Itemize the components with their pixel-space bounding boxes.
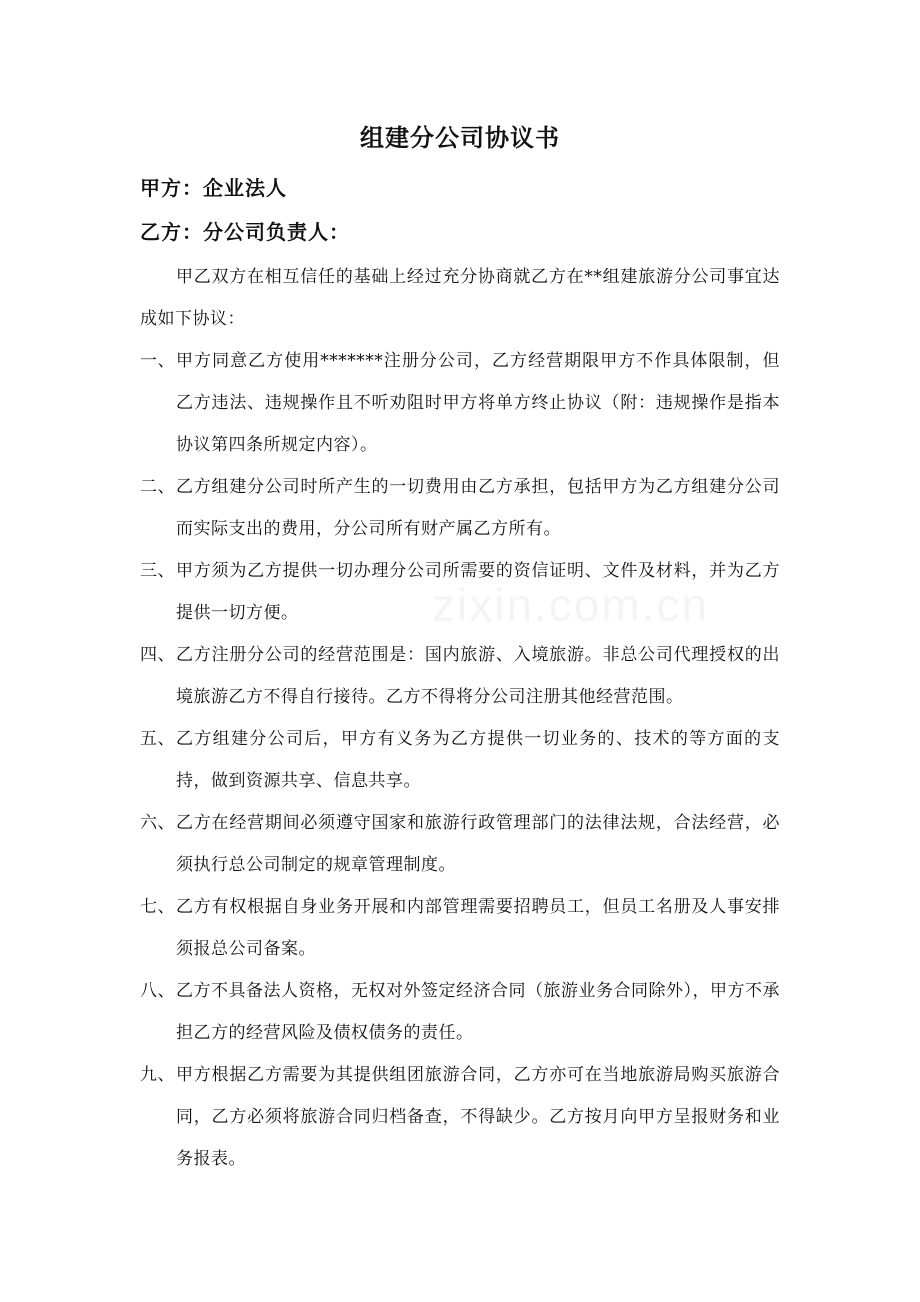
clause-6 bbox=[140, 802, 780, 886]
clause-number: 四、 bbox=[140, 645, 175, 665]
clause-number: 七、 bbox=[140, 897, 175, 917]
clause-number: 三、 bbox=[140, 561, 175, 581]
party-b-line: 乙方：分公司负责人： bbox=[140, 220, 350, 244]
clause-number: 五、 bbox=[140, 729, 175, 749]
clause-number: 九、 bbox=[140, 1065, 175, 1085]
clause-number: 二、 bbox=[140, 477, 175, 497]
party-a-line: 甲方：企业法人 bbox=[140, 176, 287, 200]
clause-3 bbox=[140, 550, 780, 634]
document-title: 组建分公司协议书 bbox=[360, 123, 560, 152]
clause-text: 甲方根据乙方需要为其提供组团旅游合同，乙方亦可在当地旅游局购买旅游合同，乙方必须将旅游合同归档备查，不得缺少。乙方按月向甲方呈报财务和业务报表。 bbox=[176, 1065, 780, 1169]
clause-8 bbox=[140, 970, 780, 1054]
clause-text: 乙方组建分公司时所产生的一切费用由乙方承担，包括甲方为乙方组建分公司而实际支出的费用，分公司所有财产属乙方所有。 bbox=[176, 477, 780, 539]
clause-text: 乙方在经营期间必须遵守国家和旅游行政管理部门的法律法规，合法经营，必须执行总公司制定的规章管理制度。 bbox=[176, 813, 780, 875]
clause-number: 一、 bbox=[140, 351, 175, 371]
clause-number: 六、 bbox=[140, 813, 175, 833]
clause-text: 甲方同意乙方使用*******注册分公司，乙方经营期限甲方不作具体限制，但乙方违法、违规操作且不听劝阻时甲方将单方终止协议（附：违规操作是指本协议第四条所规定内容）。 bbox=[176, 351, 780, 455]
intro-paragraph: 甲乙双方在相互信任的基础上经过充分协商就乙方在**组建旅游分公司事宜达成如下协议： bbox=[140, 267, 780, 329]
clause-9 bbox=[140, 1054, 780, 1180]
clause-number: 八、 bbox=[140, 981, 175, 1001]
clause-list bbox=[140, 340, 780, 1180]
clause-7 bbox=[140, 886, 780, 970]
clause-text: 乙方注册分公司的经营范围是：国内旅游、入境旅游。非总公司代理授权的出境旅游乙方不得自行接待。乙方不得将分公司注册其他经营范围。 bbox=[176, 645, 780, 707]
clause-1 bbox=[140, 340, 780, 466]
clause-text: 乙方有权根据自身业务开展和内部管理需要招聘员工，但员工名册及人事安排须报总公司备案。 bbox=[176, 897, 780, 959]
clause-5 bbox=[140, 718, 780, 802]
clause-2 bbox=[140, 466, 780, 550]
clause-text: 甲方须为乙方提供一切办理分公司所需要的资信证明、文件及材料，并为乙方提供一切方便。 bbox=[176, 561, 780, 623]
clause-text: 乙方不具备法人资格，无权对外签定经济合同（旅游业务合同除外），甲方不承担乙方的经营风险及债权债务的责任。 bbox=[176, 981, 780, 1043]
clause-4 bbox=[140, 634, 780, 718]
clause-text: 乙方组建分公司后，甲方有义务为乙方提供一切业务的、技术的等方面的支持，做到资源共享、信息共享。 bbox=[176, 729, 780, 791]
